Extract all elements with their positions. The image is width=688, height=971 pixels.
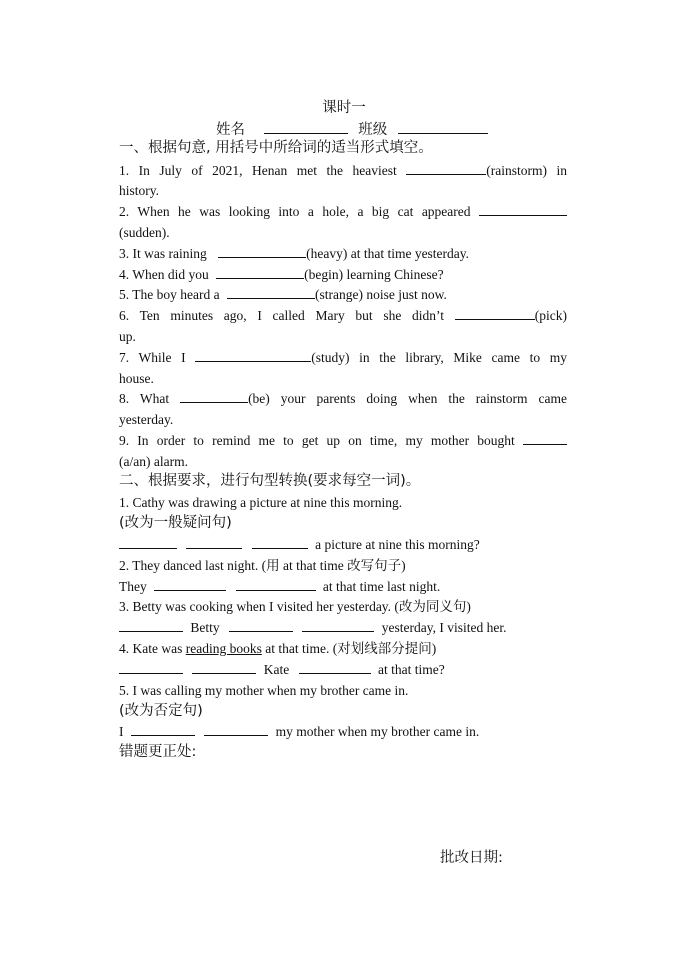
answer-blank[interactable] (227, 286, 315, 299)
grading-date-label: 批改日期: (440, 850, 503, 866)
s2-q2-line1: 2. They danced last night. (用 at that time 改写句子) (119, 558, 406, 573)
s2-q1-line1: 1. Cathy was drawing a picture at nine this morning. (119, 495, 403, 510)
s1-q4: 4. When did you (begin) learning Chinese? (119, 267, 444, 282)
s2-q4-line2: Kate at that time? (119, 661, 567, 679)
answer-blank[interactable] (229, 619, 293, 632)
class-label: 班级 (358, 122, 388, 138)
answer-blank[interactable] (216, 266, 304, 279)
s2-q3-line1: 3. Betty was cooking when I visited her yesterday. (改为同义句) (119, 599, 471, 614)
answer-blank[interactable] (236, 578, 316, 591)
s2-q5-line1: 5. I was calling my mother when my brother came in. (119, 683, 409, 698)
answer-blank[interactable] (119, 661, 183, 674)
s2-q1-line2: (改为一般疑问句) (119, 515, 232, 531)
s2-q1-line3: a picture at nine this morning? (119, 536, 567, 554)
answer-blank[interactable] (252, 536, 308, 549)
s1-q2-line2: (sudden). (119, 225, 170, 240)
answer-blank[interactable] (119, 536, 177, 549)
section1-heading: 一、根据句意, 用括号中所给词的适当形式填空。 (119, 140, 433, 156)
answer-blank[interactable] (180, 390, 248, 403)
class-blank[interactable] (398, 121, 488, 134)
s1-q5: 5. The boy heard a (strange) noise just now. (119, 287, 447, 302)
s1-q1-line1: 1. In July of 2021, Henan met the heaviest (rainstorm) in (119, 163, 568, 178)
s1-q7-line1: 7. While I (study) in the library, Mike came to my (119, 350, 568, 365)
s1-q6-line2: up. (119, 329, 136, 344)
s1-q3: 3. It was raining (heavy) at that time yesterday. (119, 246, 470, 261)
answer-blank[interactable] (186, 536, 242, 549)
answer-blank[interactable] (479, 203, 567, 216)
s1-q7-line2: house. (119, 371, 154, 386)
s1-q2-line1: 2. When he was looking into a hole, a big cat appeared (119, 203, 567, 221)
answer-blank[interactable] (192, 661, 256, 674)
s1-q6-line1: 6. Ten minutes ago, I called Mary but she didn’t (pick) (119, 308, 567, 323)
s2-q2-line2: They at that time last night. (119, 579, 441, 594)
s1-q1-line2: history. (119, 183, 159, 198)
corrections-label: 错题更正处: (119, 744, 197, 760)
s2-q5-line3: I my mother when my brother came in. (119, 724, 480, 739)
s2-q3-line2: Betty yesterday, I visited her. (119, 619, 567, 637)
answer-blank[interactable] (119, 619, 183, 632)
name-blank[interactable] (264, 121, 348, 134)
answer-blank[interactable] (406, 162, 486, 175)
answer-blank[interactable] (523, 432, 567, 445)
answer-blank[interactable] (455, 307, 535, 320)
s2-q4-line1: 4. Kate was reading books at that time. (对划线部分提问) (119, 641, 437, 656)
page-title: 课时一 (322, 100, 366, 116)
s1-q9-line1: 9. In order to remind me to get up on time, my mother bought (119, 432, 567, 450)
section2-heading: 二、根据要求，进行句型转换(要求每空一词)。 (119, 473, 421, 489)
name-label: 姓名 (216, 122, 245, 138)
answer-blank[interactable] (302, 619, 374, 632)
name-class-row (216, 118, 488, 139)
s2-q5-line2: (改为否定句) (119, 703, 203, 719)
s1-q9-line2: (a/an) alarm. (119, 454, 188, 469)
s1-q8-line2: yesterday. (119, 412, 174, 427)
answer-blank[interactable] (195, 349, 311, 362)
underlined-phrase: reading books (185, 641, 262, 656)
answer-blank[interactable] (299, 661, 371, 674)
s1-q8-line1: 8. What (be) your parents doing when the rainstorm came (119, 391, 567, 406)
answer-blank[interactable] (218, 245, 306, 258)
answer-blank[interactable] (204, 723, 268, 736)
answer-blank[interactable] (131, 723, 195, 736)
answer-blank[interactable] (154, 578, 226, 591)
